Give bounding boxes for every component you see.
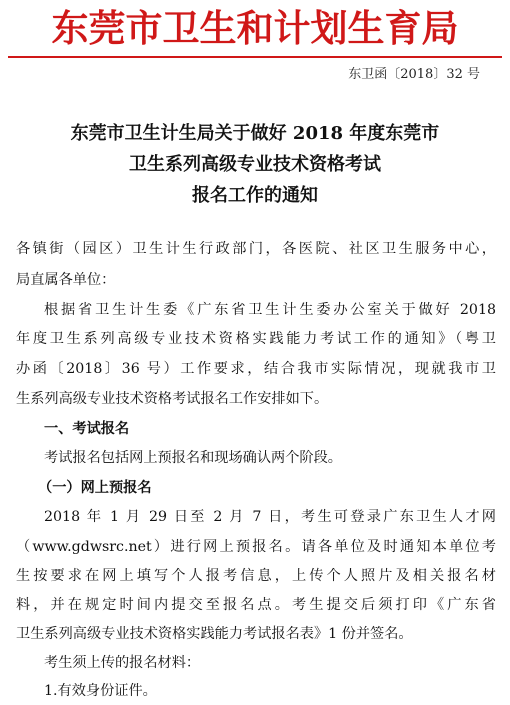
paragraph-line: 卫生系列高级专业技术资格实践能力考试报名表》1 份并签名。 [16, 626, 413, 642]
paragraph-line: 年度卫生系列高级专业技术资格实践能力考试工作的通知》（粤卫 [16, 331, 496, 347]
paragraph-line: 生系列高级专业技术资格考试报名工作安排如下。 [16, 391, 329, 407]
section-heading: 一、考试报名 [44, 421, 130, 437]
paragraph-line: 办函〔2018〕36 号）工作要求，结合我市实际情况，现就我市卫 [16, 361, 496, 377]
list-item: 1.有效身份证件。 [44, 683, 157, 699]
document-number: 东卫函〔2018〕32 号 [348, 67, 480, 82]
document-title [0, 118, 510, 211]
paragraph-line: 考生须上传的报名材料： [44, 655, 201, 671]
addressee-line-2: 局直属各单位： [16, 272, 116, 288]
paragraph-line: （www.gdwsrc.net）进行网上预报名。请各单位及时通知本单位考 [16, 539, 496, 555]
issuer-heading: 东莞市卫生和计划生育局 [51, 6, 459, 50]
paragraph-line: 根据省卫生计生委《广东省卫生计生委办公室关于做好 2018 [44, 302, 496, 318]
title-line-2: 卫生系列高级专业技术资格考试 [129, 154, 381, 175]
red-header-rule [8, 56, 502, 58]
paragraph-line: 2018 年 1 月 29 日至 2 月 7 日，考生可登录广东卫生人才网 [44, 509, 496, 525]
addressee-line-1: 各镇街（园区）卫生计生行政部门，各医院、社区卫生服务中心， [16, 241, 496, 257]
paragraph-line: 生按要求在网上填写个人报考信息，上传个人照片及相关报名材 [16, 568, 496, 584]
title-line-3: 报名工作的通知 [192, 185, 318, 206]
paragraph-line: 料，并在规定时间内提交至报名点。考生提交后须打印《广东省 [16, 597, 496, 613]
title-line-1: 东莞市卫生计生局关于做好 2018 年度东莞市 [70, 123, 440, 144]
paragraph-line: 考试报名包括网上预报名和现场确认两个阶段。 [44, 450, 342, 466]
subsection-heading: （一）网上预报名 [38, 480, 152, 496]
